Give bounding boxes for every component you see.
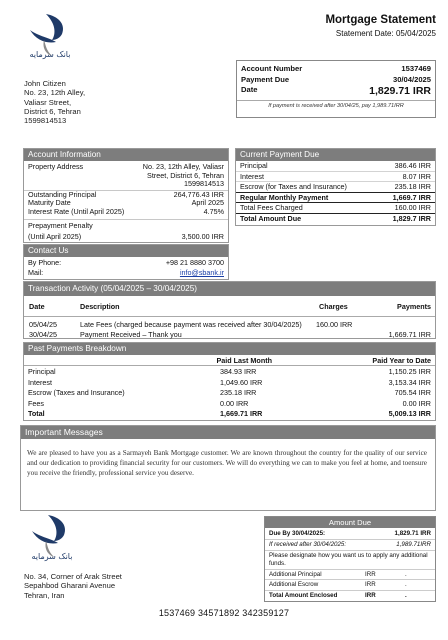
account-number-value: 1537469: [401, 64, 431, 73]
pp-year: 0.00 IRR: [402, 398, 431, 408]
due-by-value: 1,829.71 IRR: [394, 530, 431, 537]
past-payments-panel: [23, 342, 436, 421]
pp-last: 1,049.60 IRR: [220, 377, 263, 387]
maturity-date-label: Maturity Date: [28, 198, 71, 208]
cp-escrow-value: 235.18 IRR: [394, 182, 431, 191]
customer-postal: 1599814513: [24, 116, 67, 126]
cp-principal-label: Principal: [240, 161, 268, 170]
prepayment-penalty-value: 3,500.00 IRR: [181, 232, 224, 242]
additional-principal-input[interactable]: .: [405, 570, 407, 578]
interest-rate-label: Interest Rate (Until April 2025): [28, 206, 125, 216]
outstanding-principal-label: Outstanding Principal: [28, 189, 97, 199]
bank-address-line2: Sepahbod Gharani Avenue: [24, 581, 116, 591]
logo-text-bottom: بانک سرمایه: [31, 552, 73, 561]
table-row: [24, 388, 435, 399]
designate-text: Please designate how you want us to apply any additional funds.: [265, 551, 435, 570]
footer-reference-number: 1537469 34571892 342359127: [158, 608, 290, 618]
cp-regular-payment-value: 1,669.7 IRR: [392, 192, 431, 202]
payment-due-label: Payment Due: [241, 75, 290, 84]
late-label: If received after 30/04/2025:: [269, 541, 347, 548]
past-payments-header: [24, 355, 435, 366]
bank-address: [24, 572, 122, 600]
account-information-panel: [23, 148, 229, 243]
additional-escrow-currency: IRR: [365, 581, 376, 588]
customer-line3: District 6, Tehran: [24, 106, 81, 116]
current-payment-panel: [235, 148, 436, 226]
cp-total-value: 1,829.7 IRR: [392, 213, 431, 223]
txn-description: Payment Received – Thank you: [80, 330, 182, 339]
cp-principal-value: 386.46 IRR: [394, 161, 431, 170]
customer-address: [24, 79, 85, 125]
date-label: Date: [241, 85, 258, 94]
cp-regular-payment-label: Regular Monthly Payment: [240, 192, 329, 202]
property-address-label: Property Address: [28, 162, 84, 171]
amount-due-box: [264, 516, 436, 602]
pp-label: Fees: [28, 398, 44, 408]
col-paid-year-to-date: Paid Year to Date: [372, 356, 431, 365]
date-value: 1,829.71 IRR: [369, 85, 431, 97]
transaction-header-row: [24, 296, 435, 317]
additional-principal-currency: IRR: [365, 570, 376, 578]
account-information-title: Account Information: [24, 149, 228, 161]
table-row: [24, 378, 435, 389]
customer-line1: No. 23, 12th Alley,: [24, 88, 86, 98]
total-enclosed-label: Total Amount Enclosed: [269, 591, 338, 599]
cp-interest-value: 8.07 IRR: [402, 171, 431, 181]
customer-line2: Valiasr Street,: [24, 97, 72, 107]
pp-year: 705.54 IRR: [394, 388, 431, 398]
col-charges: Charges: [319, 302, 348, 311]
total-enclosed-input[interactable]: .: [405, 591, 407, 599]
property-address-line2: Street, District 6, Tehran: [147, 170, 224, 180]
property-address-line3: 1599814513: [184, 179, 224, 189]
pp-last: 384.93 IRR: [220, 367, 257, 376]
important-messages-title: Important Messages: [21, 426, 435, 439]
phone-label: By Phone:: [28, 258, 62, 267]
due-by-label: Due By 30/04/2025:: [269, 530, 326, 537]
cp-escrow-label: Escrow (for Taxes and Insurance): [240, 182, 347, 191]
mail-label: Mail:: [28, 267, 44, 277]
contact-panel: [23, 244, 229, 280]
customer-name: John Citizen: [24, 79, 66, 88]
bank-address-line1: No. 34, Corner of Arak Street: [24, 572, 122, 581]
late-value: 1,989.71IRR: [396, 541, 431, 548]
important-messages-body: We are pleased to have you as a Sarmayeh Bank Mortgage customer. We are known throughout the country for the quality of our service and our dedication to providing financial security for our customers. We will do everything we can to make you feel at home, and toensure you receive the friendly, professional service you deserve.: [27, 449, 427, 478]
bank-address-line3: Tehran, Iran: [24, 590, 65, 600]
late-payment-note: If payment is received after 30/04/25, pay 1,989.71IRR: [237, 100, 435, 109]
txn-date: 30/04/25: [29, 330, 57, 339]
statement-date: Statement Date: 05/04/2025: [335, 29, 436, 38]
transaction-activity-panel: [23, 281, 436, 339]
table-row: [24, 330, 435, 340]
pp-label: Escrow (Taxes and Insurance): [28, 388, 125, 398]
table-row: [24, 399, 435, 410]
col-paid-last-month: Paid Last Month: [216, 356, 272, 365]
pp-year: 1,150.25 IRR: [388, 367, 431, 376]
logo-text: بانک سرمایه: [29, 50, 71, 59]
cp-fees-label: Total Fees Charged: [240, 203, 303, 212]
statement-title: Mortgage Statement: [325, 14, 436, 26]
col-payments: Payments: [397, 302, 431, 311]
txn-description: Late Fees (charged because payment was received after 30/04/2025): [80, 320, 302, 329]
cp-interest-label: Interest: [240, 171, 264, 181]
table-row: [24, 367, 435, 378]
cp-total-label: Total Amount Due: [240, 213, 302, 223]
phone-value[interactable]: +98 21 8880 3700: [165, 258, 224, 267]
txn-date: 05/04/25: [29, 320, 57, 329]
prepayment-penalty-period: (Until April 2025): [28, 232, 82, 242]
pp-last: 235.18 IRR: [220, 388, 257, 398]
current-payment-title: Current Payment Due: [236, 149, 435, 161]
interest-rate-value: 4.75%: [203, 206, 224, 216]
outstanding-principal-value: 264,776.43 IRR: [173, 189, 224, 199]
past-payments-title: Past Payments Breakdown: [24, 343, 435, 355]
pp-label: Principal: [28, 367, 56, 376]
table-row: [24, 409, 435, 420]
additional-escrow-label: Additional Escrow: [269, 581, 319, 588]
pp-label: Total: [28, 409, 45, 419]
additional-principal-label: Additional Principal: [269, 570, 322, 578]
pp-last: 0.00 IRR: [220, 398, 249, 408]
col-date: Date: [29, 302, 45, 311]
payment-due-value: 30/04/2025: [392, 75, 431, 84]
maturity-date-value: April 2025: [191, 198, 224, 208]
txn-charges: 160.00 IRR: [316, 320, 353, 329]
pp-year: 3,153.34 IRR: [388, 377, 431, 387]
total-enclosed-currency: IRR: [365, 591, 376, 599]
amount-due-title: Amount Due: [265, 517, 435, 528]
table-row: [24, 320, 435, 330]
account-number-label: Account Number: [241, 64, 303, 73]
additional-escrow-input[interactable]: .: [405, 581, 407, 588]
col-description: Description: [80, 302, 120, 311]
property-address-line1: No. 23, 12th Alley, Valiasr: [142, 162, 224, 171]
txn-payments: 1,669.71 IRR: [388, 330, 431, 339]
contact-title: Contact Us: [24, 245, 228, 257]
pp-year: 5,009.13 IRR: [388, 409, 431, 419]
account-summary-box: [236, 60, 436, 118]
cp-fees-value: 160.00 IRR: [394, 203, 431, 212]
pp-label: Interest: [28, 377, 52, 387]
important-messages-panel: [20, 425, 436, 511]
prepayment-penalty-label: Prepayment Penalty: [28, 220, 93, 230]
transaction-activity-title: Transaction Activity (05/04/2025 – 30/04/2025): [24, 282, 435, 296]
pp-last: 1,669.71 IRR: [220, 409, 263, 419]
email-link[interactable]: info@sbank.ir: [179, 267, 224, 277]
